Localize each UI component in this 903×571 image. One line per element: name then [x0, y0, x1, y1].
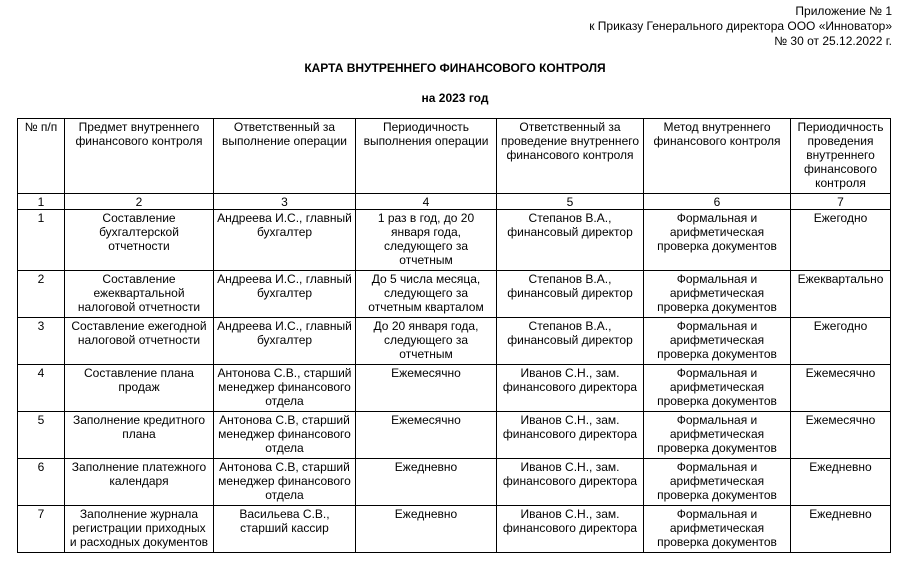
row-controller: Иванов С.Н., зам. финансового директора: [497, 412, 644, 459]
row-frequency: Ежемесячно: [356, 412, 497, 459]
control-table: [17, 118, 891, 553]
row-number: 6: [18, 459, 65, 506]
row-controller: Иванов С.Н., зам. финансового директора: [497, 459, 644, 506]
row-subject: Составление ежегодной налоговой отчетности: [65, 318, 214, 365]
row-control-frequency: Ежемесячно: [791, 365, 891, 412]
row-number: 2: [18, 271, 65, 318]
column-header-responsible: Ответственный за выполнение операции: [214, 119, 356, 194]
row-control-frequency: Ежедневно: [791, 506, 891, 553]
row-responsible: Антонова С.В, старший менеджер финансового отдела: [214, 459, 356, 506]
column-header-number: № п/п: [18, 119, 65, 194]
row-responsible: Антонова С.В., старший менеджер финансового отдела: [214, 365, 356, 412]
column-header-subject: Предмет внутреннего финансового контроля: [65, 119, 214, 194]
row-method: Формальная и арифметическая проверка документов: [644, 318, 791, 365]
row-responsible: Андреева И.С., главный бухгалтер: [214, 271, 356, 318]
row-number: 4: [18, 365, 65, 412]
row-frequency: Ежемесячно: [356, 365, 497, 412]
row-responsible: Васильева С.В., старший кассир: [214, 506, 356, 553]
appendix-line-1: Приложение № 1: [795, 4, 892, 18]
row-method: Формальная и арифметическая проверка документов: [644, 271, 791, 318]
column-number: 3: [214, 194, 356, 210]
row-method: Формальная и арифметическая проверка документов: [644, 412, 791, 459]
column-number-row: [18, 194, 891, 210]
row-controller: Иванов С.Н., зам. финансового директора: [497, 506, 644, 553]
column-header-frequency: Периодичность выполнения операции: [356, 119, 497, 194]
row-control-frequency: Ежегодно: [791, 318, 891, 365]
table-row: [18, 318, 891, 365]
row-control-frequency: Ежеквартально: [791, 271, 891, 318]
table-row: [18, 210, 891, 271]
row-subject: Составление плана продаж: [65, 365, 214, 412]
table-row: [18, 365, 891, 412]
row-controller: Степанов В.А., финансовый директор: [497, 271, 644, 318]
row-frequency: До 5 числа месяца, следующего за отчетным кварталом: [356, 271, 497, 318]
row-method: Формальная и арифметическая проверка документов: [644, 210, 791, 271]
table-header-row: [18, 119, 891, 194]
table-row: [18, 459, 891, 506]
appendix-line-3: № 30 от 25.12.2022 г.: [774, 34, 892, 48]
column-number: 4: [356, 194, 497, 210]
column-number: 2: [65, 194, 214, 210]
row-responsible: Андреева И.С., главный бухгалтер: [214, 318, 356, 365]
column-header-method: Метод внутреннего финансового контроля: [644, 119, 791, 194]
row-subject: Заполнение платежного календаря: [65, 459, 214, 506]
table-row: [18, 412, 891, 459]
column-number: 6: [644, 194, 791, 210]
row-responsible: Антонова С.В, старший менеджер финансового отдела: [214, 412, 356, 459]
row-frequency: Ежедневно: [356, 459, 497, 506]
row-frequency: 1 раз в год, до 20 января года, следующего за отчетным: [356, 210, 497, 271]
row-subject: Заполнение журнала регистрации приходных и расходных документов: [65, 506, 214, 553]
row-number: 1: [18, 210, 65, 271]
row-control-frequency: Ежегодно: [791, 210, 891, 271]
column-number: 7: [791, 194, 891, 210]
row-number: 7: [18, 506, 65, 553]
row-controller: Степанов В.А., финансовый директор: [497, 318, 644, 365]
row-responsible: Андреева И.С., главный бухгалтер: [214, 210, 356, 271]
table-row: [18, 271, 891, 318]
document-title: КАРТА ВНУТРЕННЕГО ФИНАНСОВОГО КОНТРОЛЯ: [304, 61, 606, 75]
table-row: [18, 506, 891, 553]
row-subject: Составление ежеквартальной налоговой отчетности: [65, 271, 214, 318]
row-frequency: До 20 января года, следующего за отчетным: [356, 318, 497, 365]
column-number: 5: [497, 194, 644, 210]
row-number: 3: [18, 318, 65, 365]
row-subject: Составление бухгалтерской отчетности: [65, 210, 214, 271]
column-number: 1: [18, 194, 65, 210]
row-controller: Степанов В.А., финансовый директор: [497, 210, 644, 271]
appendix-line-2: к Приказу Генерального директора ООО «Инноватор»: [589, 19, 892, 33]
row-controller: Иванов С.Н., зам. финансового директора: [497, 365, 644, 412]
document-subtitle: на 2023 год: [421, 91, 489, 105]
row-number: 5: [18, 412, 65, 459]
column-header-control-frequency: Периодичность проведения внутреннего финансового контроля: [791, 119, 891, 194]
row-method: Формальная и арифметическая проверка документов: [644, 506, 791, 553]
row-control-frequency: Ежедневно: [791, 459, 891, 506]
row-subject: Заполнение кредитного плана: [65, 412, 214, 459]
column-header-controller: Ответственный за проведение внутреннего финансового контроля: [497, 119, 644, 194]
row-method: Формальная и арифметическая проверка документов: [644, 365, 791, 412]
appendix-header: [589, 4, 892, 49]
row-frequency: Ежедневно: [356, 506, 497, 553]
row-method: Формальная и арифметическая проверка документов: [644, 459, 791, 506]
row-control-frequency: Ежемесячно: [791, 412, 891, 459]
